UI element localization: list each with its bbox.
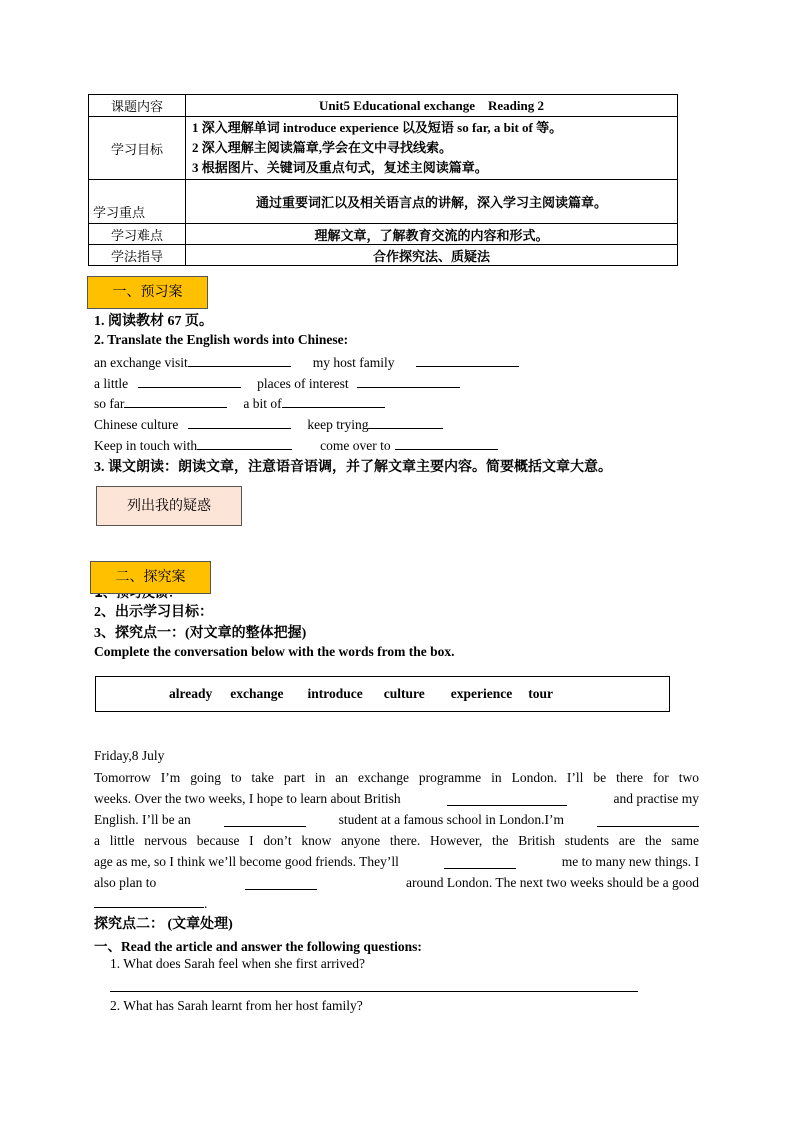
goals-list [186,117,678,180]
preview-item-2: 2. Translate the English words into Chinese: [94,332,349,347]
diary-line: also plan to around London. The next two weeks should be a good [94,875,699,890]
vocab-row [94,353,519,371]
diary-passage [94,767,699,914]
diary-line: . [94,893,699,914]
goal-item: 3 根据图片、关键词及重点句式，复述主阅读篇章。 [192,160,488,175]
answer-blank[interactable] [357,374,460,388]
explore-item-3: 3、探究点一：(对文章的整体把握) [94,626,307,641]
answer-blank[interactable] [138,374,241,388]
answer-blank[interactable] [197,436,292,450]
word-item: exchange [230,686,284,701]
preview-item-3: 3. 课文朗读：朗读文章，注意语音语调，并了解文章主要内容。简要概括文章大意。 [94,460,612,475]
answer-line[interactable] [110,991,638,992]
vocab-term: my host family [312,355,395,370]
diary-line: English. I’ll be an student at a famous school in London.I’m [94,809,699,830]
answer-blank[interactable] [444,856,516,869]
answer-blank[interactable] [447,793,567,806]
preview-item-1: 1. 阅读教材 67 页。 [94,314,213,329]
key-points-value: 通过重要词汇以及相关语言点的讲解，深入学习主阅读篇章。 [186,180,678,224]
key-points-label: 学习重点 [89,180,186,224]
difficulties-value: 理解文章，了解教育交流的内容和形式。 [186,224,678,245]
vocab-row [94,436,498,454]
vocab-term: places of interest [257,376,349,391]
vocab-term: keep trying [307,417,369,432]
method-value: 合作探究法、质疑法 [186,245,678,266]
answer-blank[interactable] [597,814,699,827]
answer-blank[interactable] [245,877,317,890]
vocab-term: Keep in touch with [94,438,198,453]
word-item: culture [383,686,425,701]
doubts-box: 列出我的疑惑 [96,486,242,526]
question-1: 1. What does Sarah feel when she first arrived? [110,956,366,971]
preview-banner: 一、预习案 [87,276,208,309]
vocab-term: come over to [320,438,391,453]
difficulties-label: 学习难点 [89,224,186,245]
goal-item: 2 深入理解主阅读篇章,学会在文中寻找线索。 [192,140,453,155]
word-item: already [169,686,213,701]
instruction: Complete the conversation below with the words from the box. [94,644,455,659]
answer-blank[interactable] [368,415,443,429]
word-item: tour [528,686,553,701]
vocab-term: an exchange visit [94,355,188,370]
lesson-info-table [88,94,678,266]
answer-blank[interactable] [124,394,227,408]
topic-label: 课题内容 [89,95,186,117]
topic-value: Unit5 Educational exchange Reading 2 [186,95,678,117]
answer-blank[interactable] [416,353,519,367]
answer-blank[interactable] [282,394,385,408]
diary-date: Friday,8 July [94,748,165,763]
answer-blank[interactable] [224,814,306,827]
answer-blank[interactable] [188,415,291,429]
answer-blank[interactable] [94,895,204,908]
question-2: 2. What has Sarah learnt from her host family? [110,998,363,1013]
word-box [95,676,670,712]
goals-label: 学习目标 [89,117,186,180]
explore-item-2: 2、出示学习目标： [94,605,213,620]
questions-title: 一、Read the article and answer the following questions: [94,939,422,954]
explore-point-2: 探究点二： (文章处理) [94,917,233,932]
answer-blank[interactable] [395,436,498,450]
vocab-term: so far [94,396,125,411]
diary-line: age as me, so I think we’ll become good friends. They’ll me to many new things. I [94,854,699,869]
diary-line: a little nervous because I don’t know anyone there. However, the British students are the same [94,833,699,848]
vocab-term: a little [94,376,129,391]
word-item: experience [450,686,513,701]
goal-item: 1 深入理解单词 introduce experience 以及短语 so far, a bit of 等。 [192,120,563,135]
vocab-row [94,415,443,433]
method-label: 学法指导 [89,245,186,266]
vocab-term: a bit of [243,396,282,411]
diary-line: weeks. Over the two weeks, I hope to learn about British and practise my [94,791,699,806]
diary-line: Tomorrow I’m going to take part in an exchange programme in London. I’ll be there for two [94,770,699,785]
word-item: introduce [307,686,363,701]
answer-blank[interactable] [188,353,291,367]
explore-banner: 二、探究案 [90,561,211,594]
vocab-row [94,374,460,392]
vocab-row [94,394,385,412]
vocab-term: Chinese culture [94,417,179,432]
